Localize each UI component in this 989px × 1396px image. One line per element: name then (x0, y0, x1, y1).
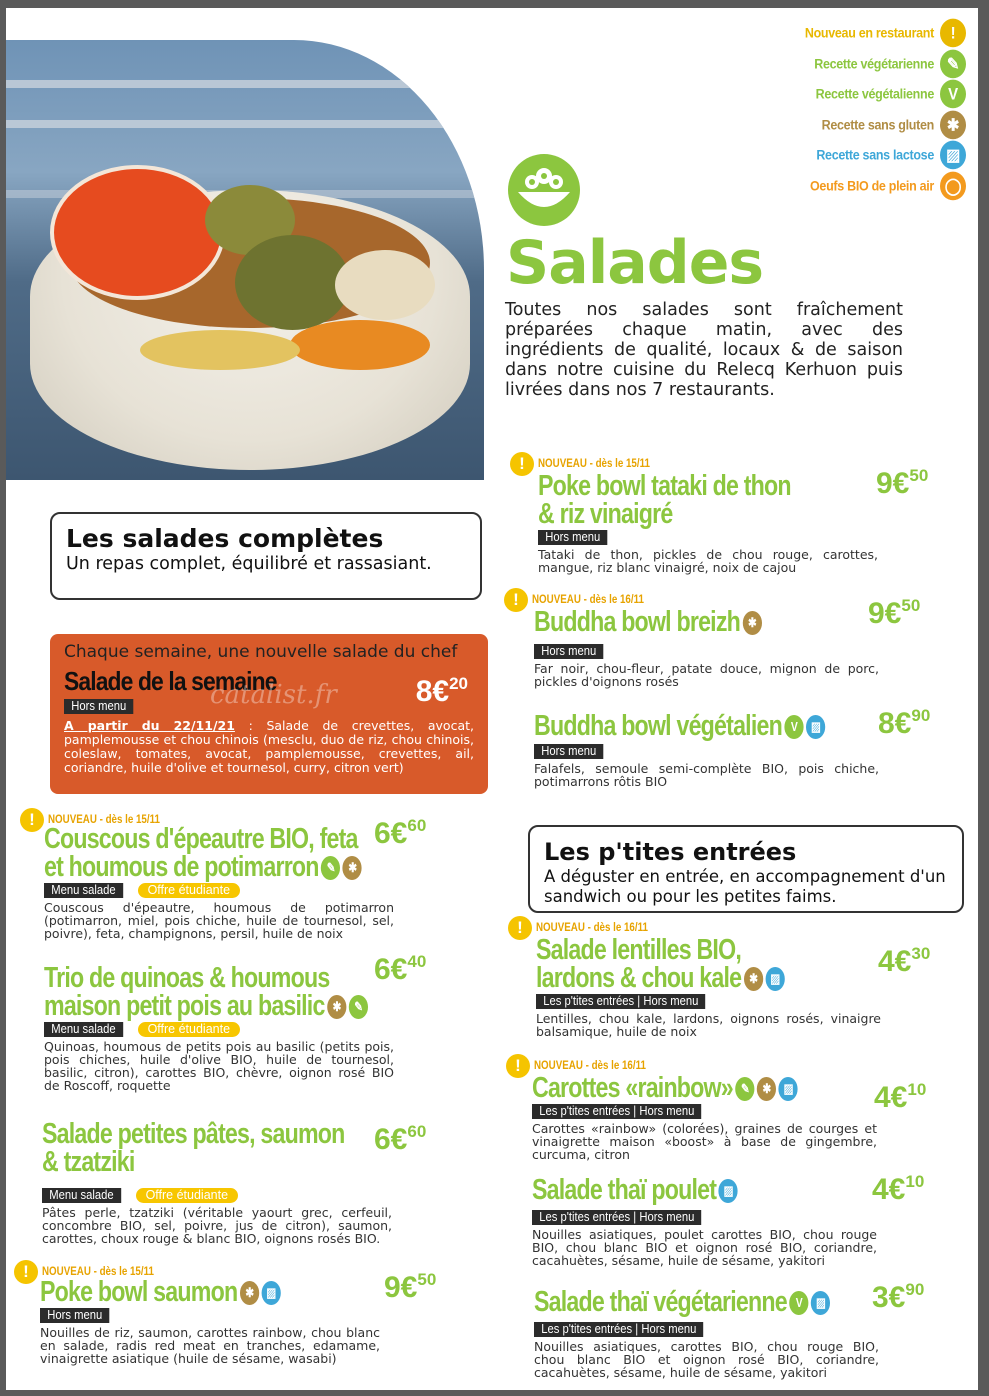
exclamation-icon: ! (504, 588, 528, 612)
legend-label: Nouveau en restaurant (804, 25, 934, 41)
new-badge: ! NOUVEAU - dès le 15/11 (20, 808, 400, 832)
item-price: 3€$^{90}$ (872, 1280, 925, 1314)
menu-tag: Menu salade (42, 1188, 121, 1203)
item-poke-saumon-new: ! NOUVEAU - dès le 15/11 (14, 1260, 174, 1284)
wheat-icon: ✱ (327, 995, 346, 1019)
apricot-shape (290, 320, 430, 370)
chef-price: 8€$^{20}$ (415, 674, 468, 708)
item-price: 6€$^{60}$ (374, 1122, 427, 1156)
carrot-icon: ✎ (735, 1077, 754, 1101)
legend-row (796, 108, 966, 142)
menu-tag: Hors menu (40, 1308, 109, 1323)
entrees-subtitle: A déguster en entrée, en accompagnement d'un sandwich ou pour les petites faims. (544, 867, 946, 906)
item-desc: Carottes «rainbow» (colorées), graines de courges et vinaigrette maison «boost» à base de gingembre, curcuma, citron (532, 1121, 877, 1162)
menu-tag: Hors menu (538, 530, 607, 545)
bowl-illustration (30, 190, 470, 470)
carrot-icon: ✎ (349, 995, 368, 1019)
section-title: Salades (506, 228, 764, 298)
item-name-line2: maison petit pois au basilic ✱ ✎ (44, 992, 368, 1020)
legend (796, 18, 966, 201)
lactose-free-icon: ▨ (261, 1281, 280, 1305)
legend-label: Recette sans lactose (816, 147, 934, 163)
item-name: Poke bowl tataki de thon (538, 470, 791, 502)
student-tag: Offre étudiante (138, 883, 240, 898)
item-name: Salade lentilles BIO, (536, 934, 741, 966)
item-price: 6€$^{60}$ (374, 816, 427, 850)
legend-label: Recette sans gluten (821, 117, 934, 133)
legend-label: Recette végétalienne (815, 86, 934, 102)
menu-tag: Hors menu (534, 644, 603, 659)
carrot-icon: ✎ (940, 49, 966, 78)
item-desc: Lentilles, chou kale, lardons, oignons rosés, vinaigre balsamique, huile de noix (536, 1011, 881, 1039)
item-desc: Couscous d'épeautre, houmous de potimarron (potimarron, miel, pois chiche, huile de tournesol, sel, poivre), feta, champignons, persil, huile de noix (44, 900, 394, 941)
menu-page (6, 8, 978, 1390)
legend-label: Oeufs BIO de plein air (810, 178, 934, 194)
lactose-free-icon: ▨ (806, 715, 825, 739)
item-poke-thon (538, 472, 878, 574)
completes-box (50, 512, 482, 600)
item-poke-saumon (40, 1278, 380, 1365)
item-name: Salade petites pâtes, saumon (42, 1118, 345, 1150)
legend-row (796, 169, 966, 203)
student-tag: Offre étudiante (136, 1188, 238, 1203)
item-desc: Far noir, chou-fleur, patate douce, mignon de porc, pickles d'oignons rosés (534, 661, 879, 689)
lactose-free-icon: ▨ (779, 1077, 798, 1101)
legend-row (796, 16, 966, 50)
menu-tag: Les p'tites entrées | Hors menu (532, 1210, 702, 1225)
wheat-icon: ✱ (940, 110, 966, 139)
sauce-cup (50, 165, 225, 300)
chef-tag: Hors menu (64, 699, 133, 714)
chef-salad-card (50, 634, 488, 794)
item-name-line2: & tzatziki (42, 1146, 135, 1178)
item-price: 6€$^{40}$ (374, 952, 427, 986)
item-name: Poke bowl saumon ✱ ▨ (40, 1278, 281, 1306)
vegan-v-icon: V (789, 1291, 808, 1315)
item-price: 4€$^{10}$ (874, 1080, 927, 1114)
exclamation-icon: ! (508, 916, 532, 940)
wheat-icon: ✱ (742, 611, 761, 635)
egg-icon: ◯ (940, 171, 966, 200)
completes-subtitle: Un repas complet, équilibré et rassasiant. (66, 554, 432, 574)
legend-row (796, 77, 966, 111)
exclamation-icon: ! (14, 1260, 38, 1284)
item-name: Buddha bowl végétalien V ▨ (534, 712, 825, 740)
vegan-v-icon: V (784, 715, 803, 739)
chef-salad-name: Salade de la semaine (64, 666, 277, 696)
item-name: Salade thaï végétarienne V ▨ (534, 1288, 830, 1316)
legend-row (796, 138, 966, 172)
wheat-icon: ✱ (240, 1281, 259, 1305)
watermark: catalist.fr (210, 680, 337, 710)
item-desc: Nouilles de riz, saumon, carottes rainbow, chou blanc en salade, radis red meat en tranches, edamame, vinaigrette asiatique (huile de sésame, wasabi) (40, 1325, 380, 1366)
carrot-icon: ✎ (321, 856, 340, 880)
item-carottes (532, 1074, 877, 1161)
lactose-free-icon: ▨ (719, 1179, 738, 1203)
item-price: 9€$^{50}$ (868, 596, 921, 630)
section-intro: Toutes nos salades sont fraîchement préparées chaque matin, avec des ingrédients de qualité, locaux & de saison dans notre cuisine du Relecq Kerhuon puis livrées dans nos 7 restaurants. (505, 300, 903, 400)
menu-tag: Les p'tites entrées | Hors menu (532, 1104, 702, 1119)
item-thai-vege (534, 1288, 879, 1379)
menu-tag: Menu salade (44, 1022, 123, 1037)
item-desc: Nouilles asiatiques, poulet carottes BIO, chou rouge BIO, chou blanc BIO et oignon rosé BIO, coriandre, cacahuètes, sésame, huile de sésame, yakitori (532, 1227, 877, 1268)
salad-photo (6, 40, 484, 480)
item-name-line2: lardons & chou kale ✱ ▨ (536, 964, 784, 992)
item-pates (42, 1120, 392, 1245)
menu-tag: Hors menu (534, 744, 603, 759)
item-name: Carottes «rainbow» ✎ ✱ ▨ (532, 1074, 798, 1102)
wheat-icon: ✱ (744, 967, 763, 991)
item-lentilles-new: ! NOUVEAU - dès le 16/11 (508, 916, 668, 940)
completes-title: Les salades complètes (66, 524, 384, 553)
lactose-free-icon: ▨ (940, 141, 966, 170)
chickpeas-shape (140, 330, 300, 370)
menu-tag: Menu salade (44, 883, 123, 898)
item-desc: Quinoas, houmous de petits pois au basilic (petits pois, pois chiches, huile d'olive BIO, huile de tournesol, basilic, citron), carottes BIO, chèvre, oignon rosé BIO de Roscoff, roquette (44, 1039, 394, 1093)
falafel-shape (235, 235, 350, 330)
salad-bowl-icon (506, 152, 582, 228)
couscous-shape (335, 250, 435, 320)
item-buddha-vege (534, 712, 879, 788)
item-price: 4€$^{30}$ (878, 944, 931, 978)
item-desc: Tataki de thon, pickles de chou rouge, carottes, mangue, riz blanc vinaigré, noix de cajou (538, 547, 878, 575)
item-poke-thon-new: ! NOUVEAU - dès le 15/11 (510, 452, 670, 476)
item-thai-poulet (532, 1176, 877, 1267)
item-name-line2: & riz vinaigré (538, 498, 673, 530)
lactose-free-icon: ▨ (765, 967, 784, 991)
student-tag: Offre étudiante (138, 1022, 240, 1037)
item-price: 9€$^{50}$ (384, 1270, 437, 1304)
exclamation-icon: ! (940, 19, 966, 48)
vegan-v-icon: V (940, 80, 966, 109)
item-name: Couscous d'épeautre BIO, feta (44, 823, 358, 855)
exclamation-icon: ! (506, 1054, 530, 1078)
item-desc: Falafels, semoule semi-complète BIO, pois chiche, potimarrons rôtis BIO (534, 761, 879, 789)
item-name-line2: et houmous de potimarron ✎ ✱ (44, 853, 362, 881)
item-lentilles (536, 936, 881, 1038)
legend-row (796, 47, 966, 81)
exclamation-icon: ! (20, 808, 44, 832)
menu-tag: Les p'tites entrées | Hors menu (534, 1322, 704, 1337)
item-name: Buddha bowl breizh ✱ (534, 608, 762, 636)
legend-label: Recette végétarienne (814, 56, 934, 72)
item-price: 8€$^{90}$ (878, 706, 931, 740)
item-buddha-breizh-new: ! NOUVEAU - dès le 16/11 (504, 588, 664, 612)
item-couscous-body (44, 825, 394, 940)
item-name: Salade thaï poulet ▨ (532, 1176, 738, 1204)
entrees-box (528, 825, 964, 913)
wheat-icon: ✱ (343, 856, 362, 880)
item-name: Trio de quinoas & houmous (44, 962, 330, 994)
entrees-title: Les p'tites entrées (544, 838, 797, 866)
railing-decoration (6, 80, 484, 88)
lactose-free-icon: ▨ (811, 1291, 830, 1315)
item-price: 9€$^{50}$ (876, 466, 929, 500)
item-desc: Pâtes perle, tzatziki (véritable yaourt grec, cerfeuil, concombre BIO, sel, poivre, jus de citron), saumon, carottes, choux rouge & blanc BIO, oignons rosés BIO. (42, 1205, 392, 1246)
menu-tag: Les p'tites entrées | Hors menu (536, 994, 706, 1009)
item-desc: Nouilles asiatiques, carottes BIO, chou rouge BIO, chou blanc BIO et oignon rosé BIO, coriandre, cacahuètes, sésame, huile de sésame, yakitori (534, 1339, 879, 1380)
railing-decoration (6, 120, 484, 128)
item-carottes-new: ! NOUVEAU - dès le 16/11 (506, 1054, 666, 1078)
chef-desc: A partir du 22/11/21 : Salade de crevettes, avocat, pamplemousse et chou chinois (mesclu, duo de riz, chou chinois, coleslaw, tomates, avocat, pamplemousse, crevettes, ail, coriandre, huile d'olive et tournesol, curry, citron vert) (64, 718, 474, 775)
exclamation-icon: ! (510, 452, 534, 476)
item-trio (44, 964, 394, 1092)
wheat-icon: ✱ (757, 1077, 776, 1101)
chef-top-line: Chaque semaine, une nouvelle salade du chef (64, 642, 458, 662)
item-buddha-breizh (534, 608, 879, 688)
item-price: 4€$^{10}$ (872, 1172, 925, 1206)
